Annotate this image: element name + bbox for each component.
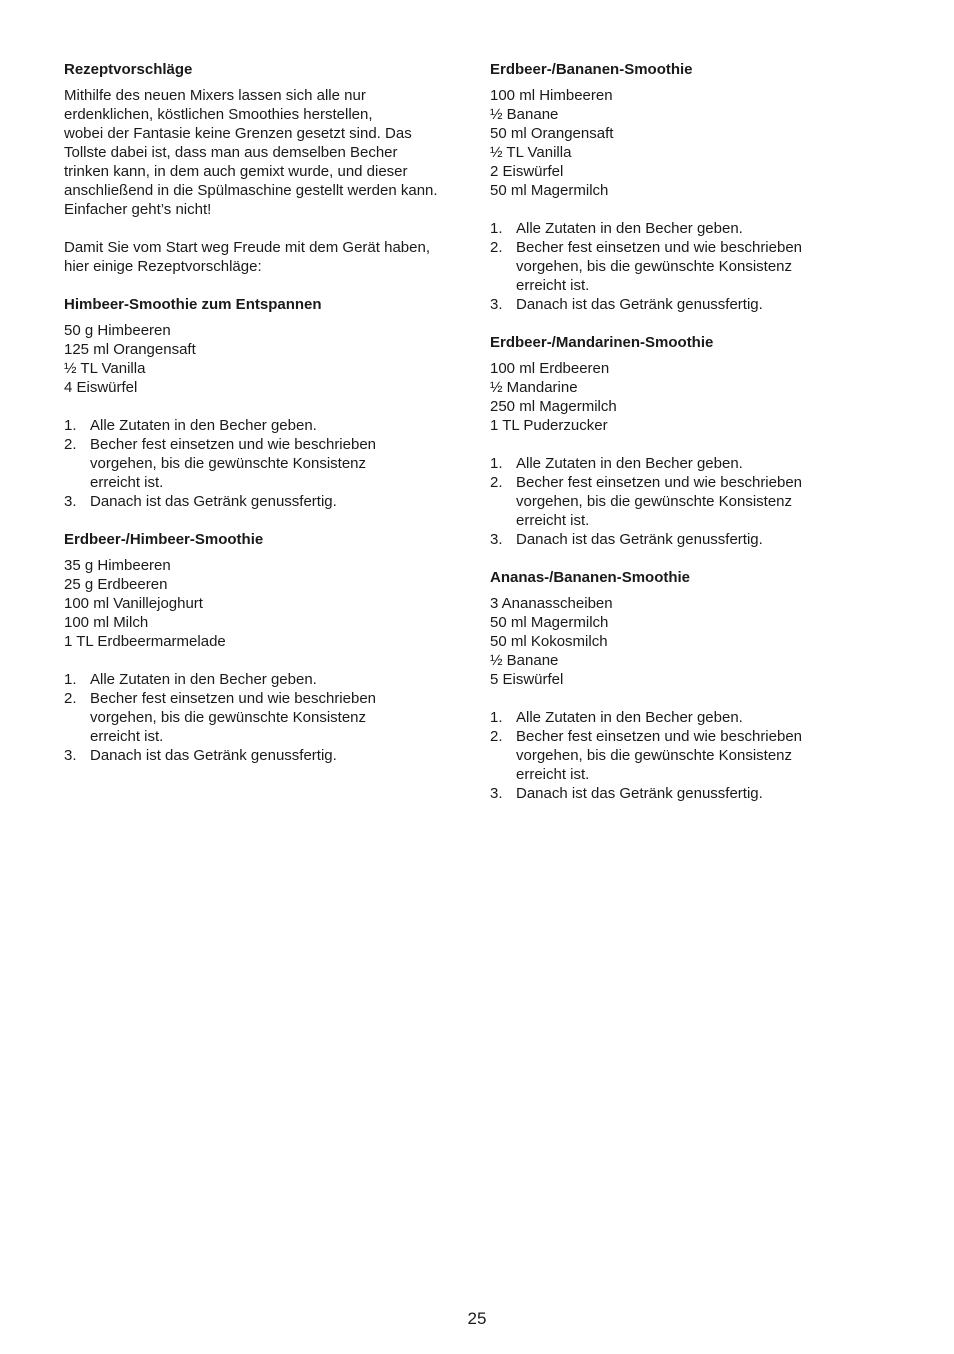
recipe-title: Erdbeer-/Himbeer-Smoothie (64, 531, 264, 548)
ingredient-item: 50 ml Orangensaft (490, 125, 614, 142)
ingredient-item: 50 ml Kokosmilch (490, 633, 608, 650)
ingredient-item: 100 ml Himbeeren (490, 87, 613, 104)
recipe-erdbeer-himbeer (64, 530, 466, 765)
step-list (64, 416, 466, 511)
step-text (516, 295, 763, 314)
recipe-erdbeer-bananen (490, 60, 890, 314)
step-item (490, 530, 890, 549)
intro-line: erdenklichen, köstlichen Smoothies herstellen, (64, 106, 373, 123)
ingredient-item: ½ TL Vanilla (490, 144, 572, 161)
step-text-line: vorgehen, bis die gewünschte Konsistenz (516, 493, 793, 510)
step-item (490, 295, 890, 314)
intro-line: wobei der Fantasie keine Grenzen gesetzt sind. Das (64, 125, 412, 142)
intro-line: Einfacher geht’s nicht! (64, 201, 212, 218)
step-list (64, 670, 466, 765)
step-item (64, 689, 466, 746)
left-column (64, 60, 466, 784)
step-item (490, 238, 890, 295)
ingredient-list (64, 321, 466, 397)
step-item (64, 435, 466, 492)
step-item (490, 784, 890, 803)
ingredient-item: ½ TL Vanilla (64, 360, 146, 377)
step-number: 2. (64, 436, 77, 453)
step-item (64, 670, 466, 689)
step-text (516, 784, 763, 803)
step-number: 2. (64, 690, 77, 707)
step-number: 1. (64, 417, 77, 434)
intro-line: Mithilfe des neuen Mixers lassen sich alle nur (64, 87, 366, 104)
intro-line: trinken kann, in dem auch gemixt wurde, und dieser (64, 163, 408, 180)
recipe-ananas-bananen (490, 568, 890, 803)
step-text (90, 689, 376, 746)
step-text (90, 746, 337, 765)
ingredient-item: 100 ml Milch (64, 614, 149, 631)
step-text-line: Alle Zutaten in den Becher geben. (90, 671, 317, 688)
step-text-line: Becher fest einsetzen und wie beschrieben (90, 436, 377, 453)
step-item (490, 727, 890, 784)
step-text-line: vorgehen, bis die gewünschte Konsistenz (516, 747, 793, 764)
step-text (516, 238, 802, 295)
step-text-line: Alle Zutaten in den Becher geben. (516, 455, 743, 472)
right-column (490, 60, 890, 822)
step-text (90, 492, 337, 511)
ingredient-item: 3 Ananasscheiben (490, 595, 613, 612)
step-text-line: Danach ist das Getränk genussfertig. (516, 531, 763, 548)
step-text-line: Alle Zutaten in den Becher geben. (516, 220, 743, 237)
step-text-line: Alle Zutaten in den Becher geben. (90, 417, 317, 434)
ingredient-item: 50 ml Magermilch (490, 614, 609, 631)
ingredient-item: ½ Banane (490, 106, 559, 123)
page-number: 25 (467, 1309, 487, 1328)
step-text (90, 435, 376, 492)
recipe-title: Himbeer-Smoothie zum Entspannen (64, 296, 322, 313)
step-list (490, 708, 890, 803)
step-text-line: Becher fest einsetzen und wie beschrieben (516, 239, 803, 256)
step-number: 1. (490, 709, 503, 726)
step-number: 2. (490, 239, 503, 256)
step-text-line: erreicht ist. (90, 474, 164, 491)
step-text-line: vorgehen, bis die gewünschte Konsistenz (90, 709, 367, 726)
step-text (516, 219, 743, 238)
step-text-line: erreicht ist. (516, 277, 590, 294)
intro-heading: Rezeptvorschläge (64, 61, 193, 78)
ingredient-item: 1 TL Puderzucker (490, 417, 608, 434)
step-text-line: Becher fest einsetzen und wie beschrieben (516, 474, 803, 491)
recipe-title: Erdbeer-/Bananen-Smoothie (490, 61, 693, 78)
intro-line: Damit Sie vom Start weg Freude mit dem Gerät haben, (64, 239, 430, 256)
step-item (64, 492, 466, 511)
recipe-erdbeer-mandarinen (490, 333, 890, 549)
step-text-line: Danach ist das Getränk genussfertig. (90, 493, 337, 510)
step-number: 2. (490, 728, 503, 745)
step-list (490, 454, 890, 549)
step-item (490, 473, 890, 530)
step-number: 1. (490, 220, 503, 237)
step-text (516, 727, 802, 784)
ingredient-item: 50 ml Magermilch (490, 182, 609, 199)
step-text (516, 708, 743, 727)
step-text-line: Becher fest einsetzen und wie beschrieben (90, 690, 377, 707)
step-item (490, 708, 890, 727)
step-item (490, 219, 890, 238)
ingredient-item: 50 g Himbeeren (64, 322, 171, 339)
step-number: 3. (64, 747, 77, 764)
ingredient-item: 1 TL Erdbeermarmelade (64, 633, 226, 650)
step-number: 1. (490, 455, 503, 472)
ingredient-item: ½ Mandarine (490, 379, 578, 396)
step-text-line: vorgehen, bis die gewünschte Konsistenz (516, 258, 793, 275)
ingredient-item: 125 ml Orangensaft (64, 341, 196, 358)
step-item (64, 746, 466, 765)
step-item (490, 454, 890, 473)
intro-line: anschließend in die Spülmaschine gestellt werden kann. (64, 182, 438, 199)
step-text-line: erreicht ist. (90, 728, 164, 745)
step-text-line: vorgehen, bis die gewünschte Konsistenz (90, 455, 367, 472)
ingredient-item: 25 g Erdbeeren (64, 576, 168, 593)
step-text-line: erreicht ist. (516, 512, 590, 529)
step-text (516, 473, 802, 530)
ingredient-item: 250 ml Magermilch (490, 398, 617, 415)
step-text-line: Becher fest einsetzen und wie beschrieben (516, 728, 803, 745)
step-text (516, 530, 763, 549)
step-item (64, 416, 466, 435)
step-text (90, 670, 317, 689)
step-text (90, 416, 317, 435)
ingredient-item: ½ Banane (490, 652, 559, 669)
ingredient-item: 5 Eiswürfel (490, 671, 564, 688)
step-number: 3. (490, 531, 503, 548)
intro-paragraph-2 (64, 238, 466, 276)
step-number: 3. (490, 785, 503, 802)
step-number: 3. (64, 493, 77, 510)
ingredient-item: 2 Eiswürfel (490, 163, 564, 180)
step-text-line: Danach ist das Getränk genussfertig. (516, 296, 763, 313)
intro-paragraph-1 (64, 86, 466, 219)
step-number: 2. (490, 474, 503, 491)
ingredient-item: 35 g Himbeeren (64, 557, 171, 574)
ingredient-list (490, 594, 890, 689)
step-text-line: Alle Zutaten in den Becher geben. (516, 709, 743, 726)
step-number: 3. (490, 296, 503, 313)
step-text-line: Danach ist das Getränk genussfertig. (90, 747, 337, 764)
ingredient-list (490, 359, 890, 435)
intro-line: Tollste dabei ist, dass man aus demselben Becher (64, 144, 398, 161)
step-list (490, 219, 890, 314)
recipe-title: Erdbeer-/Mandarinen-Smoothie (490, 334, 714, 351)
step-text-line: Danach ist das Getränk genussfertig. (516, 785, 763, 802)
recipe-title: Ananas-/Bananen-Smoothie (490, 569, 691, 586)
step-text-line: erreicht ist. (516, 766, 590, 783)
ingredient-list (64, 556, 466, 651)
ingredient-item: 100 ml Vanillejoghurt (64, 595, 203, 612)
recipe-himbeer (64, 295, 466, 511)
step-text (516, 454, 743, 473)
ingredient-item: 4 Eiswürfel (64, 379, 138, 396)
intro-line: hier einige Rezeptvorschläge: (64, 258, 262, 275)
ingredient-item: 100 ml Erdbeeren (490, 360, 610, 377)
ingredient-list (490, 86, 890, 200)
step-number: 1. (64, 671, 77, 688)
